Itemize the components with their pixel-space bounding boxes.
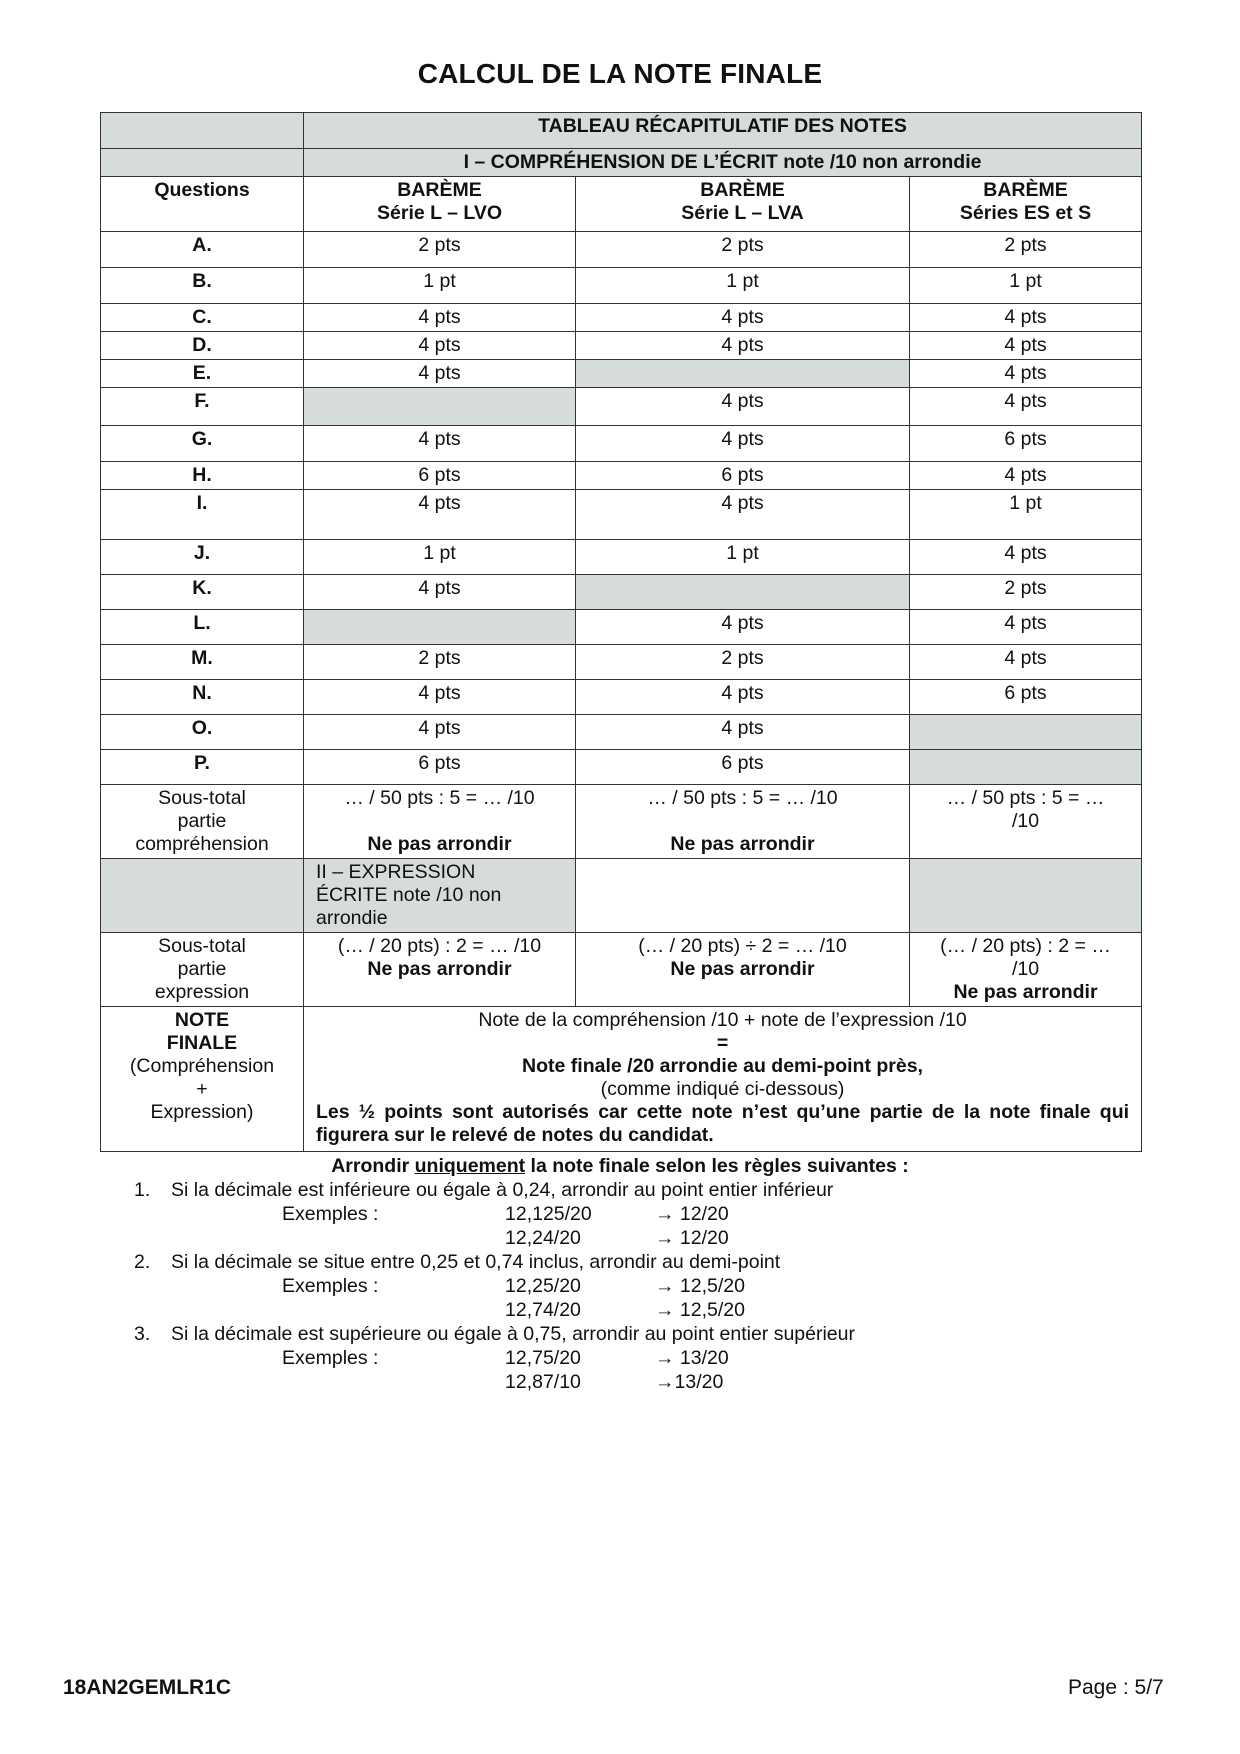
rules-heading xyxy=(100,1154,1140,1178)
formula: /10 xyxy=(1011,810,1040,832)
question-cell: D. xyxy=(101,332,304,360)
lvo-cell: 4 pts xyxy=(304,490,576,540)
final-formula xyxy=(304,1007,1142,1152)
lva-cell: 1 pt xyxy=(576,268,910,304)
lva-cell: 2 pts xyxy=(576,232,910,268)
ess-cell: 4 pts xyxy=(910,610,1142,645)
lvo-cell: 4 pts xyxy=(304,304,576,332)
sub-expr-lvo xyxy=(304,933,576,1007)
formula: (… / 20 pts) : 2 = … xyxy=(940,935,1111,957)
label-line: partie xyxy=(177,810,227,832)
label-line: (Compréhension xyxy=(129,1055,275,1077)
ess-cell xyxy=(910,750,1142,785)
col-questions: Questions xyxy=(101,177,304,232)
sub-comp-lvo xyxy=(304,785,576,859)
lvo-cell: 4 pts xyxy=(304,360,576,388)
col-lva-line1: BARÈME xyxy=(700,179,785,201)
lvo-cell: 4 pts xyxy=(304,332,576,360)
lva-cell: 4 pts xyxy=(576,426,910,462)
lva-cell: 4 pts xyxy=(576,490,910,540)
empty-cell xyxy=(910,859,1142,933)
rules-heading-pre: Arrondir xyxy=(331,1155,415,1177)
table-row xyxy=(101,680,1142,715)
no-round-note: Ne pas arrondir xyxy=(670,958,815,980)
lvo-cell: 4 pts xyxy=(304,426,576,462)
document-code: 18AN2GEMLR1C xyxy=(63,1676,232,1699)
example-value: 12,74/20 xyxy=(505,1299,581,1321)
example-line xyxy=(100,1298,1140,1322)
question-cell: E. xyxy=(101,360,304,388)
table-row xyxy=(101,462,1142,490)
ess-cell xyxy=(910,715,1142,750)
formula: … / 50 pts : 5 = … /10 xyxy=(344,787,535,809)
lva-cell: 2 pts xyxy=(576,645,910,680)
final-label xyxy=(101,1007,304,1152)
table-row xyxy=(101,715,1142,750)
lvo-cell: 1 pt xyxy=(304,268,576,304)
question-cell: N. xyxy=(101,680,304,715)
lva-cell: 1 pt xyxy=(576,540,910,575)
sub-comp-label xyxy=(101,785,304,859)
rule-item xyxy=(100,1322,1140,1346)
ess-cell: 6 pts xyxy=(910,426,1142,462)
rule-number: 2. xyxy=(134,1251,151,1273)
sub-expr-ess xyxy=(910,933,1142,1007)
no-round-note: Ne pas arrondir xyxy=(670,833,815,855)
page-title: CALCUL DE LA NOTE FINALE xyxy=(417,58,823,89)
recap-table xyxy=(100,112,1142,1152)
formula: (… / 20 pts) : 2 = … /10 xyxy=(337,935,542,957)
table-row xyxy=(101,750,1142,785)
table-row xyxy=(101,360,1142,388)
question-cell: M. xyxy=(101,645,304,680)
final-note: Les ½ points sont autorisés car cette note n’est qu’une partie de la note finale qui figurera sur le relevé de notes du candidat. xyxy=(316,1101,1130,1146)
ess-cell: 1 pt xyxy=(910,490,1142,540)
sub-comp-lva xyxy=(576,785,910,859)
formula: … / 50 pts : 5 = … xyxy=(946,787,1105,809)
example-result: → 12,5/20 xyxy=(655,1299,745,1321)
example-value: 12,125/20 xyxy=(505,1203,592,1225)
table-row xyxy=(101,540,1142,575)
rules-heading-post: la note finale selon les règles suivantes : xyxy=(525,1155,909,1177)
rule-number: 1. xyxy=(134,1179,151,1201)
col-lvo-line1: BARÈME xyxy=(397,179,482,201)
section2-line: arrondie xyxy=(316,907,388,929)
page-number: Page : 5/7 xyxy=(1068,1676,1164,1699)
ess-cell: 2 pts xyxy=(910,575,1142,610)
rounding-rules xyxy=(100,1154,1140,1394)
sub-comp-ess xyxy=(910,785,1142,859)
col-ess-line1: BARÈME xyxy=(983,179,1068,201)
example-line xyxy=(100,1370,1140,1394)
examples-label: Exemples : xyxy=(282,1275,379,1297)
label-line: Expression) xyxy=(150,1101,254,1123)
lva-cell: 4 pts xyxy=(576,304,910,332)
lva-cell: 4 pts xyxy=(576,388,910,426)
question-cell: K. xyxy=(101,575,304,610)
final-line: Note finale /20 arrondie au demi-point près, xyxy=(522,1055,923,1077)
ess-cell: 4 pts xyxy=(910,540,1142,575)
lva-cell: 6 pts xyxy=(576,462,910,490)
examples-label: Exemples : xyxy=(282,1203,379,1225)
question-cell: C. xyxy=(101,304,304,332)
lvo-cell: 1 pt xyxy=(304,540,576,575)
example-value: 12,75/20 xyxy=(505,1347,581,1369)
ess-cell: 4 pts xyxy=(910,462,1142,490)
table-row xyxy=(101,426,1142,462)
examples-label: Exemples : xyxy=(282,1347,379,1369)
sub-expr-label xyxy=(101,933,304,1007)
ess-cell: 4 pts xyxy=(910,645,1142,680)
ess-cell: 4 pts xyxy=(910,304,1142,332)
col-lvo-line2: Série L – LVO xyxy=(377,202,502,224)
lvo-cell xyxy=(304,388,576,426)
lvo-cell: 6 pts xyxy=(304,462,576,490)
sub-expr-lva xyxy=(576,933,910,1007)
corner-cell xyxy=(101,113,304,149)
table-heading: TABLEAU RÉCAPITULATIF DES NOTES xyxy=(304,113,1142,149)
example-value: 12,87/10 xyxy=(505,1371,581,1393)
lvo-cell: 4 pts xyxy=(304,715,576,750)
question-cell: O. xyxy=(101,715,304,750)
no-round-note: Ne pas arrondir xyxy=(953,981,1098,1003)
rule-text: Si la décimale est supérieure ou égale à 0,75, arrondir au point entier supérieur xyxy=(171,1323,855,1345)
ess-cell: 4 pts xyxy=(910,388,1142,426)
col-ess xyxy=(910,177,1142,232)
question-cell: J. xyxy=(101,540,304,575)
final-line: Note de la compréhension /10 + note de l’expression /10 xyxy=(478,1009,967,1031)
example-value: 12,24/20 xyxy=(505,1227,581,1249)
question-cell: L. xyxy=(101,610,304,645)
question-cell: P. xyxy=(101,750,304,785)
example-line xyxy=(100,1202,1140,1226)
formula: /10 xyxy=(1011,958,1040,980)
example-line xyxy=(100,1346,1140,1370)
section2-line: ÉCRITE note /10 non xyxy=(316,884,502,906)
example-result: → 13/20 xyxy=(655,1347,729,1369)
section1-heading: I – COMPRÉHENSION DE L’ÉCRIT note /10 non arrondie xyxy=(304,149,1142,177)
lva-cell: 6 pts xyxy=(576,750,910,785)
no-round-note: Ne pas arrondir xyxy=(367,833,512,855)
label-line: + xyxy=(196,1078,208,1100)
table-row xyxy=(101,610,1142,645)
table-row xyxy=(101,490,1142,540)
lvo-cell: 4 pts xyxy=(304,680,576,715)
lvo-cell: 2 pts xyxy=(304,232,576,268)
ess-cell: 2 pts xyxy=(910,232,1142,268)
section2-line: II – EXPRESSION xyxy=(316,861,476,883)
lva-cell: 4 pts xyxy=(576,715,910,750)
lva-cell: 4 pts xyxy=(576,680,910,715)
lva-cell: 4 pts xyxy=(576,610,910,645)
question-cell: A. xyxy=(101,232,304,268)
rule-item xyxy=(100,1178,1140,1202)
no-round-note: Ne pas arrondir xyxy=(367,958,512,980)
lva-cell xyxy=(576,575,910,610)
label-line: Sous-total xyxy=(158,935,246,957)
ess-cell: 6 pts xyxy=(910,680,1142,715)
ess-cell: 4 pts xyxy=(910,332,1142,360)
example-result: → 12/20 xyxy=(655,1227,729,1249)
label-line: NOTE xyxy=(174,1009,230,1031)
rule-text: Si la décimale est inférieure ou égale à 0,24, arrondir au point entier inférieur xyxy=(171,1179,834,1201)
question-cell: H. xyxy=(101,462,304,490)
ess-cell: 4 pts xyxy=(910,360,1142,388)
col-ess-line2: Séries ES et S xyxy=(959,202,1092,224)
rule-number: 3. xyxy=(134,1323,151,1345)
example-result: → 12/20 xyxy=(655,1203,729,1225)
final-equals: = xyxy=(716,1032,729,1054)
col-lva-line2: Série L – LVA xyxy=(681,202,804,224)
question-cell: B. xyxy=(101,268,304,304)
col-lvo xyxy=(304,177,576,232)
corner-cell xyxy=(101,149,304,177)
final-line: (comme indiqué ci-dessous) xyxy=(600,1078,845,1100)
table-row xyxy=(101,575,1142,610)
label-line: partie xyxy=(177,958,227,980)
label-line: compréhension xyxy=(135,833,269,855)
ess-cell: 1 pt xyxy=(910,268,1142,304)
question-cell: G. xyxy=(101,426,304,462)
label-line: Sous-total xyxy=(158,787,246,809)
example-result: →13/20 xyxy=(655,1371,724,1393)
table-row xyxy=(101,232,1142,268)
formula: (… / 20 pts) ÷ 2 = … /10 xyxy=(638,935,847,957)
lvo-cell xyxy=(304,610,576,645)
col-lva xyxy=(576,177,910,232)
lva-cell: 4 pts xyxy=(576,332,910,360)
rule-text: Si la décimale se situe entre 0,25 et 0,74 inclus, arrondir au demi-point xyxy=(171,1251,781,1273)
lva-cell xyxy=(576,360,910,388)
label-line: expression xyxy=(154,981,250,1003)
question-cell: I. xyxy=(101,490,304,540)
example-line xyxy=(100,1226,1140,1250)
table-row xyxy=(101,332,1142,360)
question-cell: F. xyxy=(101,388,304,426)
section2-heading xyxy=(304,859,576,933)
table-row xyxy=(101,304,1142,332)
table-row xyxy=(101,645,1142,680)
rule-item xyxy=(100,1250,1140,1274)
example-result: → 12,5/20 xyxy=(655,1275,745,1297)
table-row xyxy=(101,388,1142,426)
lvo-cell: 4 pts xyxy=(304,575,576,610)
empty-cell xyxy=(101,859,304,933)
rules-heading-underlined: uniquement xyxy=(414,1155,526,1177)
lvo-cell: 6 pts xyxy=(304,750,576,785)
formula: … / 50 pts : 5 = … /10 xyxy=(647,787,838,809)
rules-list xyxy=(100,1178,1140,1394)
empty-cell xyxy=(576,859,910,933)
example-value: 12,25/20 xyxy=(505,1275,581,1297)
label-line: FINALE xyxy=(166,1032,238,1054)
table-row xyxy=(101,268,1142,304)
lvo-cell: 2 pts xyxy=(304,645,576,680)
example-line xyxy=(100,1274,1140,1298)
